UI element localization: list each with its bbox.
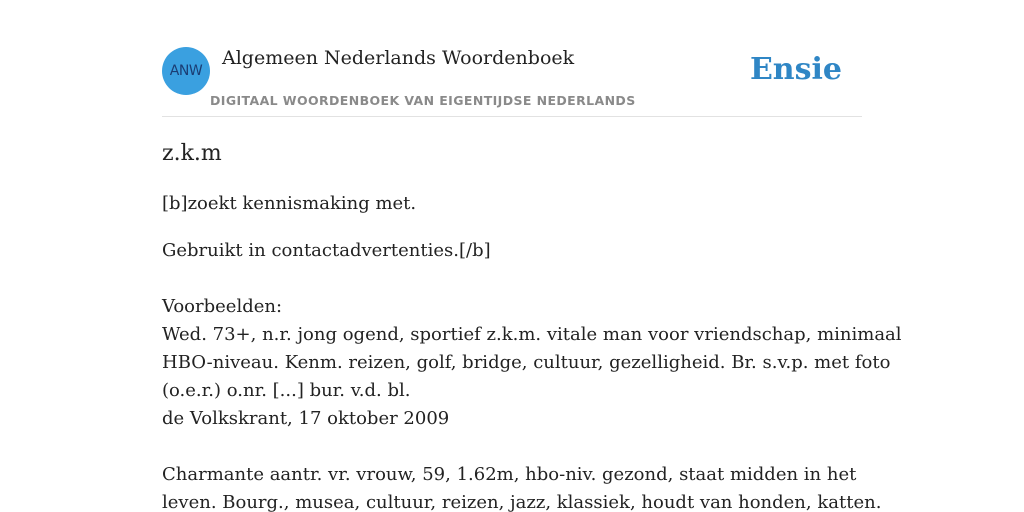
spacer xyxy=(162,433,862,461)
example-source: de Volkskrant, 17 oktober 2009 xyxy=(162,408,450,429)
example-line: Charmante aantr. vr. vrouw, 59, 1.62m, hbo-niv. gezond, staat midden in het xyxy=(162,464,857,485)
spacer xyxy=(162,265,862,293)
site-header xyxy=(162,46,862,117)
entry-term: z.k.m xyxy=(162,141,222,166)
example-line: HBO-niveau. Kenm. reizen, golf, bridge, cultuur, gezelligheid. Br. s.v.p. met foto xyxy=(162,352,891,373)
example-line: Wed. 73+, n.r. jong ogend, sportief z.k.m. vitale man voor vriendschap, minimaal xyxy=(162,324,902,345)
usage-note: Gebruikt in contactadvertenties.[/b] xyxy=(162,240,491,261)
example-line: leven. Bourg., musea, cultuur, reizen, jazz, klassiek, houdt van honden, katten. xyxy=(162,492,882,512)
entry-body xyxy=(162,237,902,512)
anw-logo[interactable]: ANW xyxy=(162,47,210,95)
ensie-brand-logo[interactable]: Ensie xyxy=(749,52,842,87)
site-subtitle: DIGITAAL WOORDENBOEK VAN EIGENTIJDSE NEDERLANDS xyxy=(210,93,636,108)
entry-content xyxy=(162,138,902,512)
example-line: (o.e.r.) o.nr. [...] bur. v.d. bl. xyxy=(162,380,411,401)
site-title[interactable]: Algemeen Nederlands Woordenboek xyxy=(222,47,575,69)
examples-heading: Voorbeelden: xyxy=(162,296,283,317)
entry-definition: [b]zoekt kennismaking met. xyxy=(162,193,417,214)
